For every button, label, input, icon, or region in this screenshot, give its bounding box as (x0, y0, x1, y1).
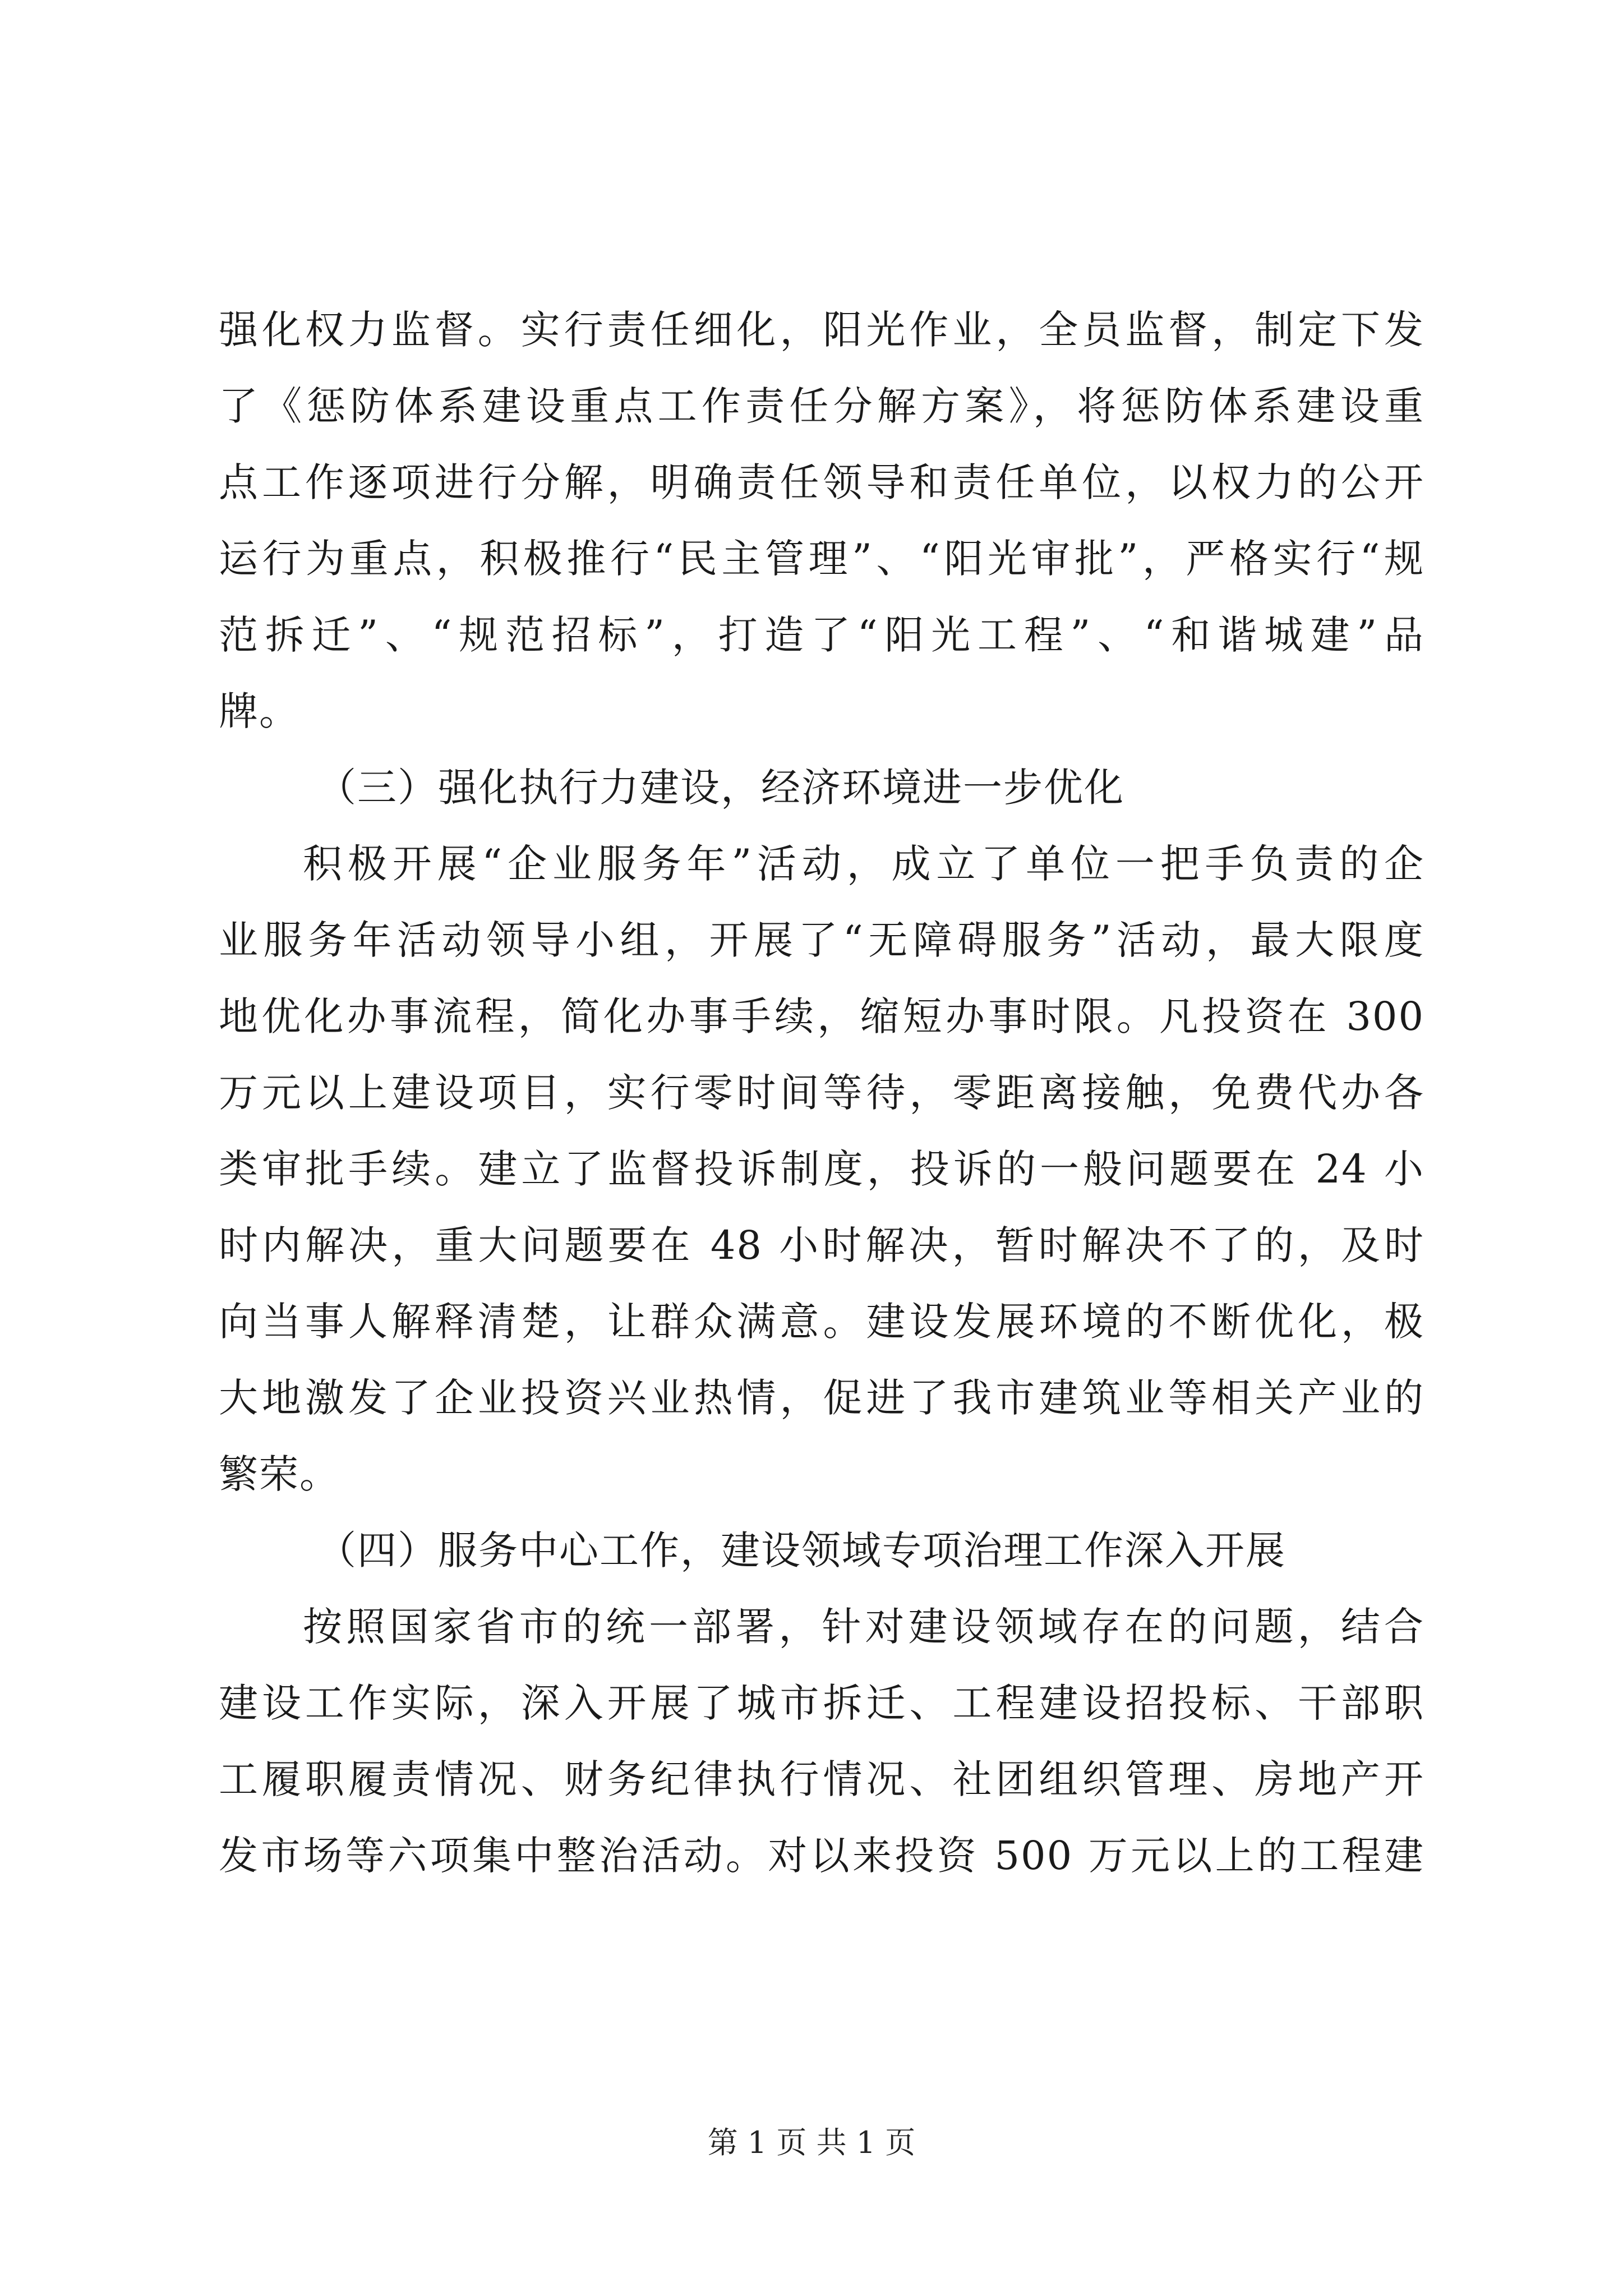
text-line: 运行为重点，积极推行“民主管理”、“阳光审批”，严格实行“规 (219, 536, 1424, 582)
body-text (219, 292, 1424, 1894)
text-line: 发市场等六项集中整治活动。对以来投资 500 万元以上的工程建 (219, 1833, 1424, 1879)
section-heading: （四）服务中心工作，建设领域专项治理工作深入开展 (317, 1527, 1286, 1573)
text-line: 强化权力监督。实行责任细化，阳光作业，全员监督，制定下发 (219, 307, 1424, 353)
text-line: 点工作逐项进行分解，明确责任领导和责任单位，以权力的公开 (219, 459, 1424, 505)
text-line: 工履职履责情况、财务纪律执行情况、社团组织管理、房地产开 (219, 1756, 1424, 1802)
text-line: 积极开展“企业服务年”活动，成立了单位一把手负责的企 (303, 841, 1424, 887)
text-line: 牌。 (219, 688, 299, 734)
text-line: 按照国家省市的统一部署，针对建设领域存在的问题，结合 (303, 1604, 1424, 1650)
text-line: 范拆迁”、“规范招标”，打造了“阳光工程”、“和谐城建”品 (219, 612, 1424, 658)
text-line: 类审批手续。建立了监督投诉制度，投诉的一般问题要在 24 小 (219, 1146, 1424, 1192)
text-line: 向当事人解释清楚，让群众满意。建设发展环境的不断优化，极 (219, 1299, 1424, 1345)
text-line: 繁荣。 (219, 1451, 340, 1497)
page-number-footer: 第 1 页 共 1 页 (707, 2125, 916, 2160)
text-line: 了《惩防体系建设重点工作责任分解方案》，将惩防体系建设重 (219, 383, 1424, 429)
text-line: 建设工作实际，深入开展了城市拆迁、工程建设招投标、干部职 (219, 1680, 1424, 1726)
text-line: 万元以上建设项目，实行零时间等待，零距离接触，免费代办各 (219, 1070, 1424, 1116)
text-line: 地优化办事流程，简化办事手续，缩短办事时限。凡投资在 300 (219, 993, 1424, 1039)
section-heading: （三）强化执行力建设，经济环境进一步优化 (317, 765, 1124, 811)
text-line: 时内解决，重大问题要在 48 小时解决，暂时解决不了的，及时 (219, 1222, 1424, 1268)
text-line: 业服务年活动领导小组，开展了“无障碍服务”活动，最大限度 (219, 917, 1424, 963)
text-line: 大地激发了企业投资兴业热情，促进了我市建筑业等相关产业的 (219, 1375, 1424, 1421)
